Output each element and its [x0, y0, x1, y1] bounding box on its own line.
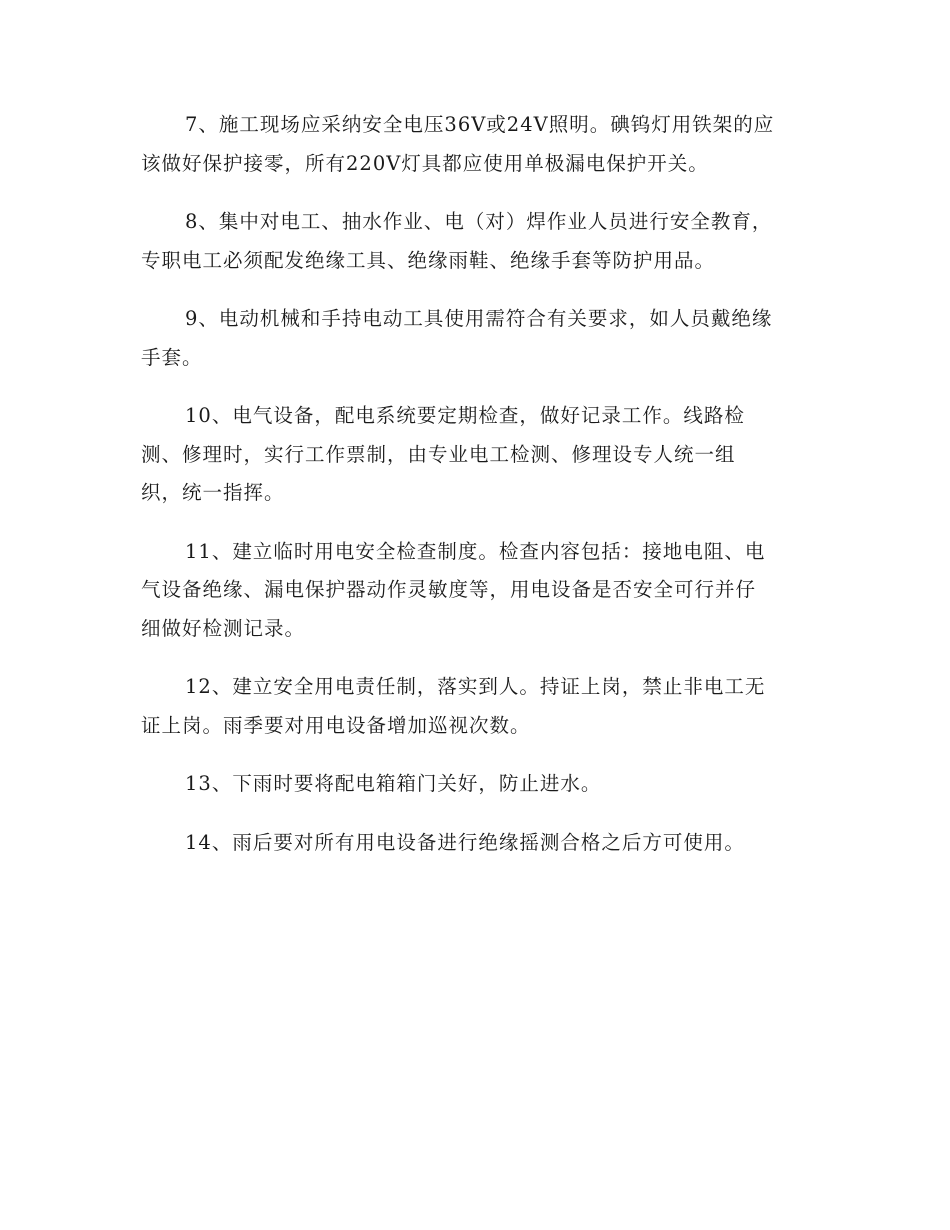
paragraph-line: 该做好保护接零，所有220V灯具都应使用单极漏电保护开关。 [141, 151, 709, 175]
paragraph-line: 11、建立临时用电安全检查制度。检查内容包括：接地电阻、电 [185, 539, 766, 563]
paragraph-line: 14、雨后要对所有用电设备进行绝缘摇测合格之后方可使用。 [185, 830, 745, 854]
paragraph-line: 证上岗。雨季要对用电设备增加巡视次数。 [141, 713, 531, 737]
paragraph-line: 手套。 [141, 345, 203, 369]
paragraph-item-14 [141, 824, 806, 863]
paragraph-item-8 [141, 203, 806, 280]
document-body [141, 106, 806, 882]
paragraph-line: 9、电动机械和手持电动工具使用需符合有关要求，如人员戴绝缘 [185, 307, 773, 330]
paragraph-line: 7、施工现场应采纳安全电压36V或24V照明。碘钨灯用铁架的应 [185, 113, 775, 136]
paragraph-item-12 [141, 668, 806, 745]
paragraph-item-9 [141, 300, 806, 377]
paragraph-item-10 [141, 397, 806, 513]
paragraph-line: 织，统一指挥。 [141, 481, 285, 504]
paragraph-item-13 [141, 765, 806, 804]
paragraph-item-11 [141, 533, 806, 649]
paragraph-line: 测、修理时，实行工作票制，由专业电工检测、修理设专人统一组 [141, 442, 736, 466]
paragraph-line: 细做好检测记录。 [141, 616, 306, 640]
paragraph-line: 气设备绝缘、漏电保护器动作灵敏度等，用电设备是否安全可行并仔 [141, 578, 757, 601]
paragraph-item-7 [141, 106, 806, 183]
paragraph-line: 13、下雨时要将配电箱箱门关好，防止进水。 [185, 772, 602, 795]
paragraph-line: 8、集中对电工、抽水作业、电（对）焊作业人员进行安全教育， [185, 210, 773, 233]
paragraph-line: 专职电工必须配发绝缘工具、绝缘雨鞋、绝缘手套等防护用品。 [141, 248, 716, 272]
paragraph-line: 12、建立安全用电责任制，落实到人。持证上岗，禁止非电工无 [185, 675, 766, 698]
paragraph-line: 10、电气设备，配电系统要定期检查，做好记录工作。线路检 [185, 404, 745, 427]
